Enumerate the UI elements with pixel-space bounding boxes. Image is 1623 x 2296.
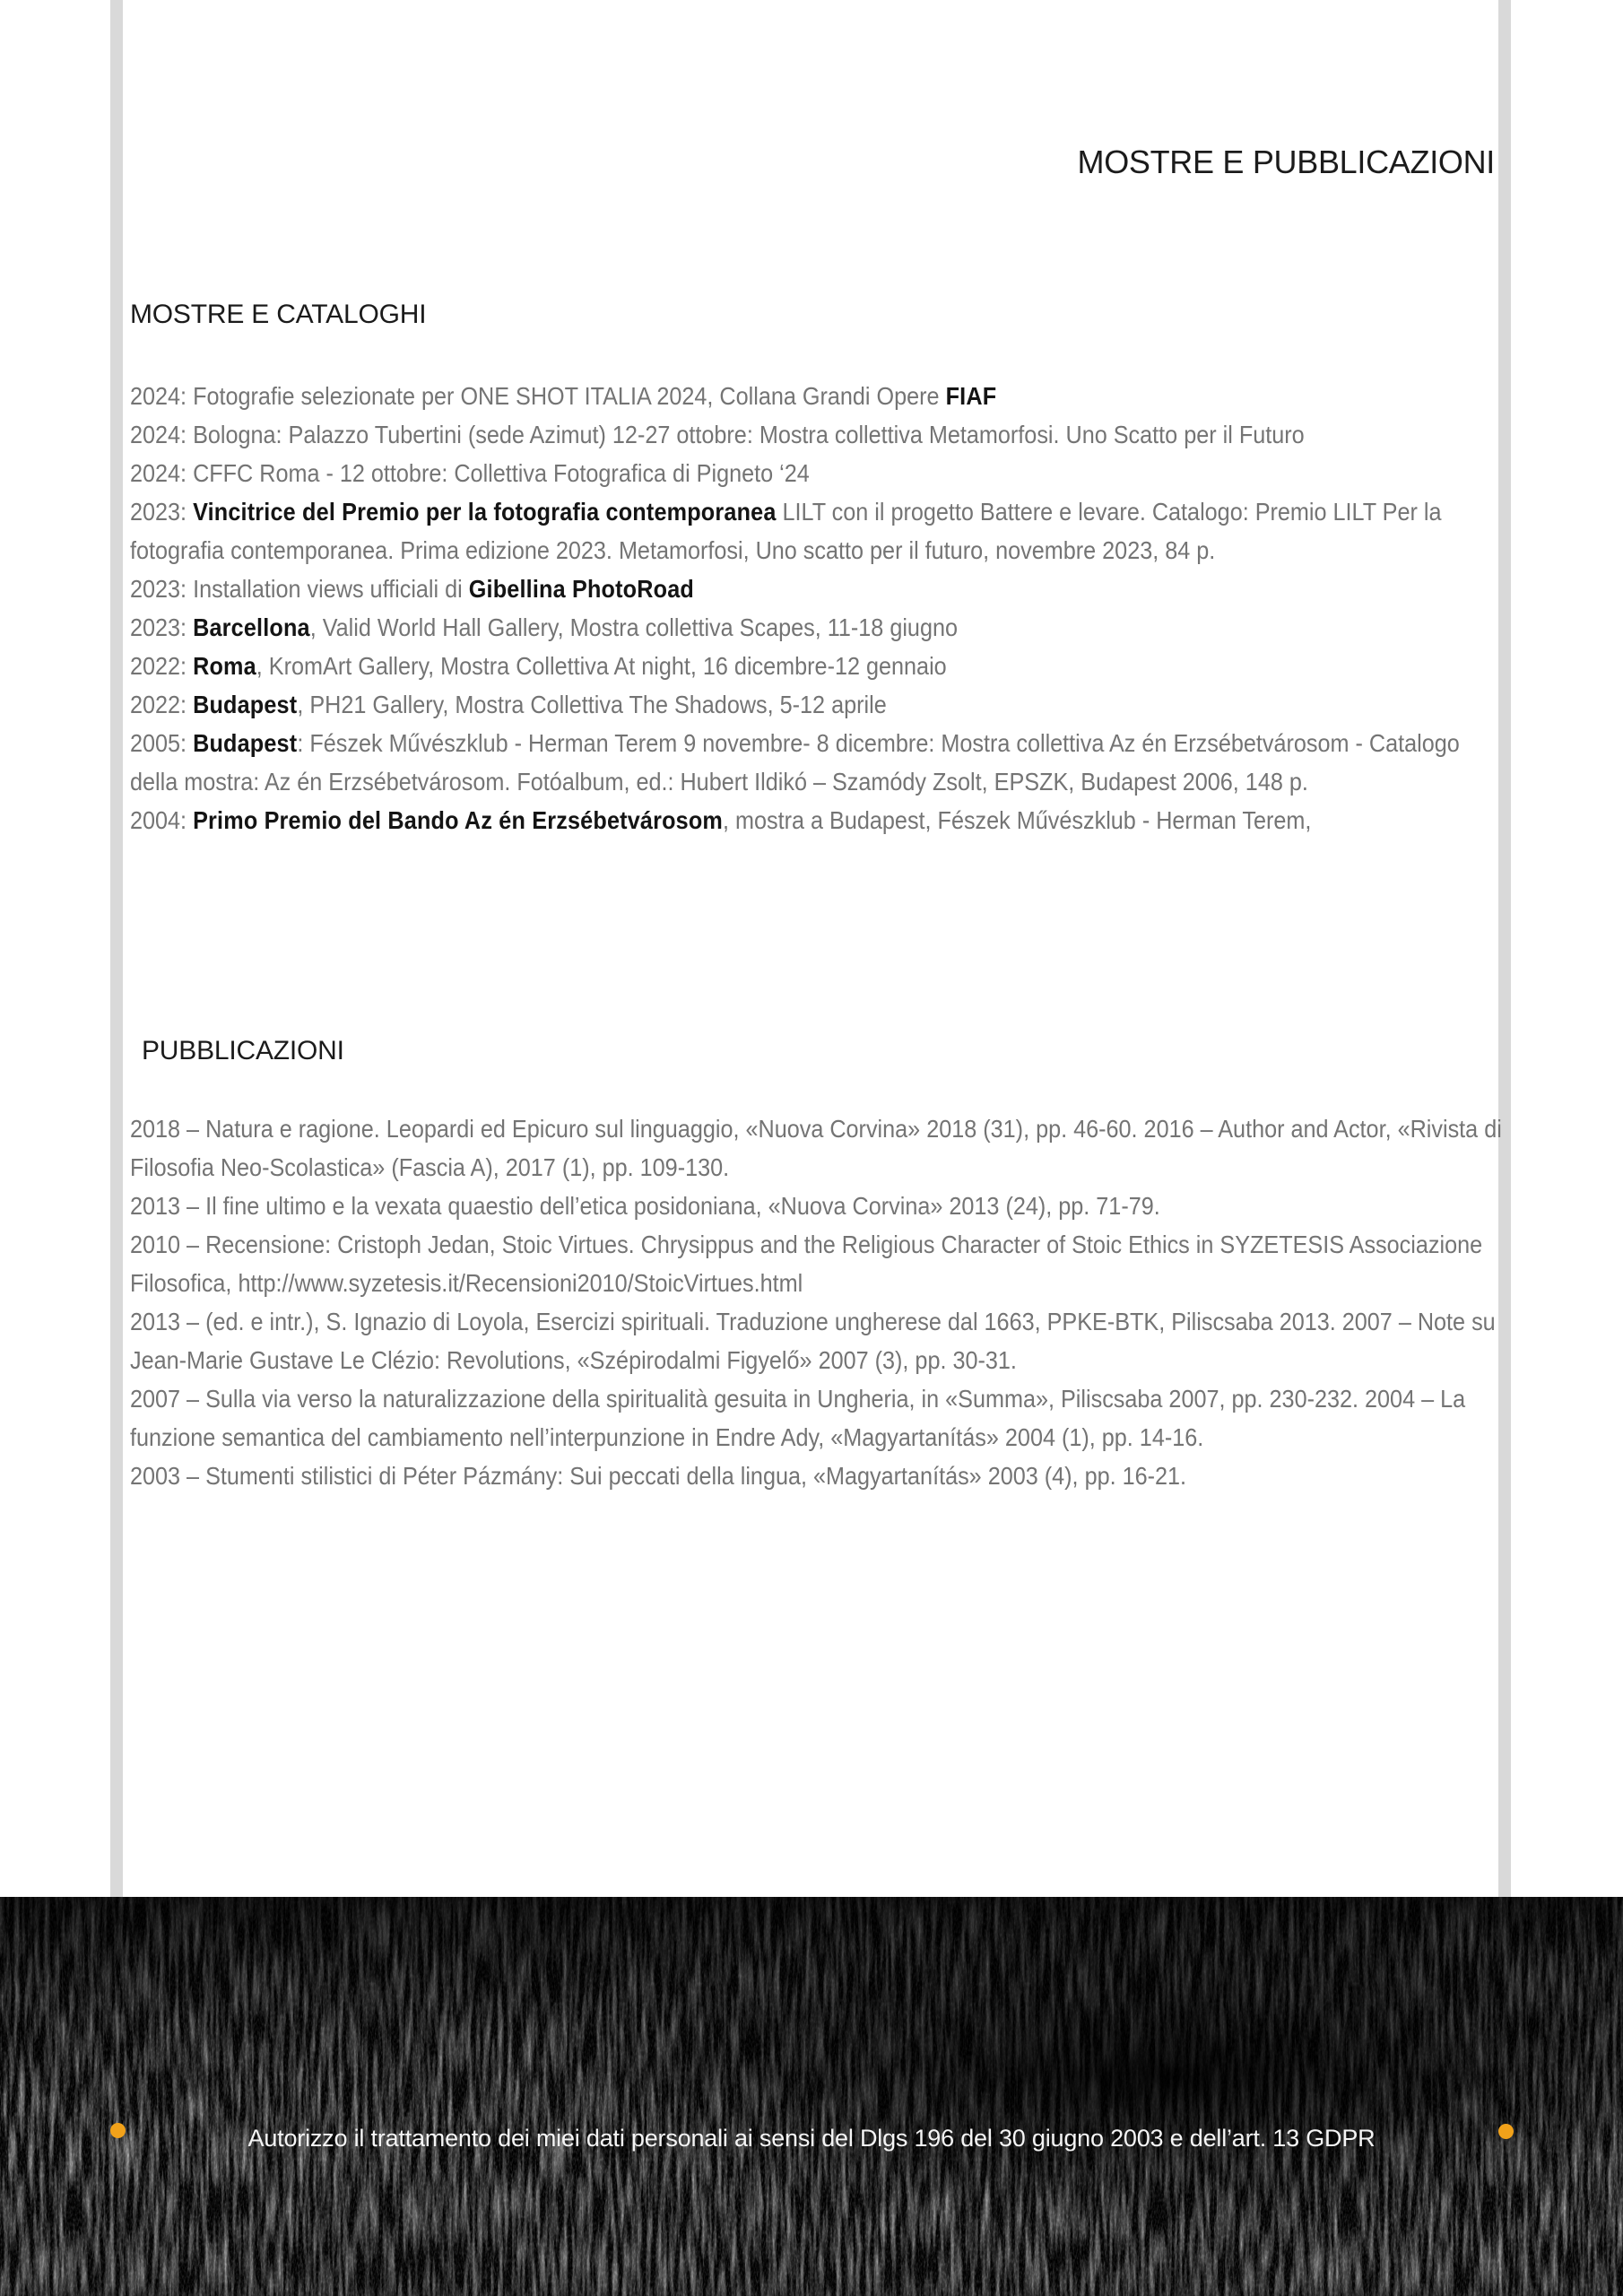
entry-text: 2013 – (ed. e intr.), S. Ignazio di Loyola, Esercizi spirituali. Traduzione ungherese dal 1663, PPKE-BTK, Piliscsaba 2013. 2007 – Note su Jean-Marie Gustave Le Clézio: Revolutions, «Szépirodalmi Figyelő» 2007 (3), pp. 30-31.: [130, 1308, 1496, 1374]
footer-photo-band: [0, 1897, 1623, 2296]
privacy-consent-text: Autorizzo il trattamento dei miei dati personali ai sensi del Dlgs 196 del 30 giugno 2003 e dell’art. 13 GDPR: [247, 2125, 1376, 2152]
entry-line: [130, 685, 1502, 724]
entry-text: 2023: Installation views ufficiali di: [130, 575, 469, 603]
entry-line: [130, 647, 1502, 685]
entry-text: 2005:: [130, 729, 194, 757]
entry-text: , mostra a Budapest, Fészek Művészklub - Herman Terem,: [723, 806, 1312, 834]
entry-text: 2004:: [130, 806, 194, 834]
entry-text: 2024: CFFC Roma - 12 ottobre: Collettiva Fotografica di Pigneto ‘24: [130, 459, 810, 487]
entry-text: 2007 – Sulla via verso la naturalizzazione della spiritualità gesuita in Ungheria, in «Summa», Piliscsaba 2007, pp. 230-232. 2004 – La funzione semantica del cambiamento nell’interpunzione in Endre Ady, «Magyartanítás» 2004 (1), pp. 14-16.: [130, 1385, 1466, 1451]
entry-line: [130, 801, 1502, 839]
entry-text: 2024: Fotografie selezionate per ONE SHOT ITALIA 2024, Collana Grandi Opere: [130, 382, 946, 410]
entry-text: LILT con il progetto Battere e levare. Catalogo: Premio LILT Per la fotografia contemporanea. Prima edizione 2023. Metamorfosi, Uno scatto per il futuro, novembre 2023, 84 p.: [130, 498, 1442, 564]
entry-line: [130, 1379, 1502, 1457]
entry-text: 2013 – Il fine ultimo e la vexata quaestio dell’etica posidoniana, «Nuova Corvina» 2013 (24), pp. 71-79.: [130, 1192, 1160, 1220]
section-list-pubblicazioni: [130, 1109, 1502, 1495]
entry-line: [130, 1302, 1502, 1379]
entry-emphasis: Roma: [193, 652, 256, 680]
entry-text: 2010 – Recensione: Cristoph Jedan, Stoic Virtues. Chrysippus and the Religious Character of Stoic Ethics in SYZETESIS Associazione Filosofica, http://www.syzetesis.it/Recensioni2010/StoicVirtues.html: [130, 1231, 1483, 1297]
entry-text: 2023:: [130, 613, 194, 641]
entry-emphasis: Budapest: [193, 691, 298, 718]
entry-emphasis: Budapest: [193, 729, 298, 757]
entry-emphasis: Gibellina PhotoRoad: [468, 575, 694, 603]
entry-line: [130, 415, 1502, 454]
entry-line: [130, 570, 1502, 608]
entry-line: [130, 1225, 1502, 1302]
page-edge-right: [1498, 0, 1511, 1897]
entry-emphasis: FIAF: [945, 382, 997, 410]
page-title: MOSTRE E PUBBLICAZIONI: [1077, 144, 1495, 180]
orange-dot-right-icon: [1498, 2124, 1514, 2139]
section-list-mostre: [130, 377, 1502, 839]
entry-text: , KromArt Gallery, Mostra Collettiva At night, 16 dicembre-12 gennaio: [256, 652, 947, 680]
entry-text: 2022:: [130, 652, 194, 680]
entry-text: , Valid World Hall Gallery, Mostra collettiva Scapes, 11-18 giugno: [309, 613, 958, 641]
footer-texture-image: [0, 1897, 1623, 2296]
entry-emphasis: Primo Premio del Bando Az én Erzsébetvárosom: [193, 806, 724, 834]
entry-line: [130, 1187, 1502, 1225]
entry-line: [130, 1457, 1502, 1495]
entry-line: [130, 377, 1502, 415]
entry-line: [130, 454, 1502, 492]
entry-text: 2003 – Stumenti stilistici di Péter Pázmány: Sui peccati della lingua, «Magyartanítás» 2003 (4), pp. 16-21.: [130, 1462, 1187, 1490]
page-edge-left: [110, 0, 123, 1897]
entry-text: : Fészek Művészklub - Herman Terem 9 novembre- 8 dicembre: Mostra collettiva Az én Erzsébetvárosom - Catalogo della mostra: Az én Erzsébetvárosom. Fotóalbum, ed.: Hubert Ildikó – Szamódy Zsolt, EPSZK, Budapest 2006, 148 p.: [130, 729, 1460, 796]
entry-line: [130, 724, 1502, 801]
section-heading-pubblicazioni: PUBBLICAZIONI: [142, 1036, 344, 1065]
entry-emphasis: Vincitrice del Premio per la fotografia contemporanea: [193, 498, 777, 526]
entry-line: [130, 492, 1502, 570]
entry-text: , PH21 Gallery, Mostra Collettiva The Shadows, 5-12 aprile: [297, 691, 887, 718]
section-heading-mostre: MOSTRE E CATALOGHI: [130, 300, 427, 329]
entry-emphasis: Barcellona: [193, 613, 310, 641]
entry-text: 2018 – Natura e ragione. Leopardi ed Epicuro sul linguaggio, «Nuova Corvina» 2018 (31), pp. 46-60. 2016 – Author and Actor, «Rivista di Filosofia Neo-Scolastica» (Fascia A), 2017 (1), pp. 109-130.: [130, 1115, 1502, 1181]
entry-line: [130, 608, 1502, 647]
entry-text: 2023:: [130, 498, 194, 526]
entry-text: 2022:: [130, 691, 194, 718]
entry-line: [130, 1109, 1502, 1187]
entry-text: 2024: Bologna: Palazzo Tubertini (sede Azimut) 12-27 ottobre: Mostra collettiva Metamorfosi. Uno Scatto per il Futuro: [130, 421, 1305, 448]
orange-dot-left-icon: [110, 2123, 126, 2138]
